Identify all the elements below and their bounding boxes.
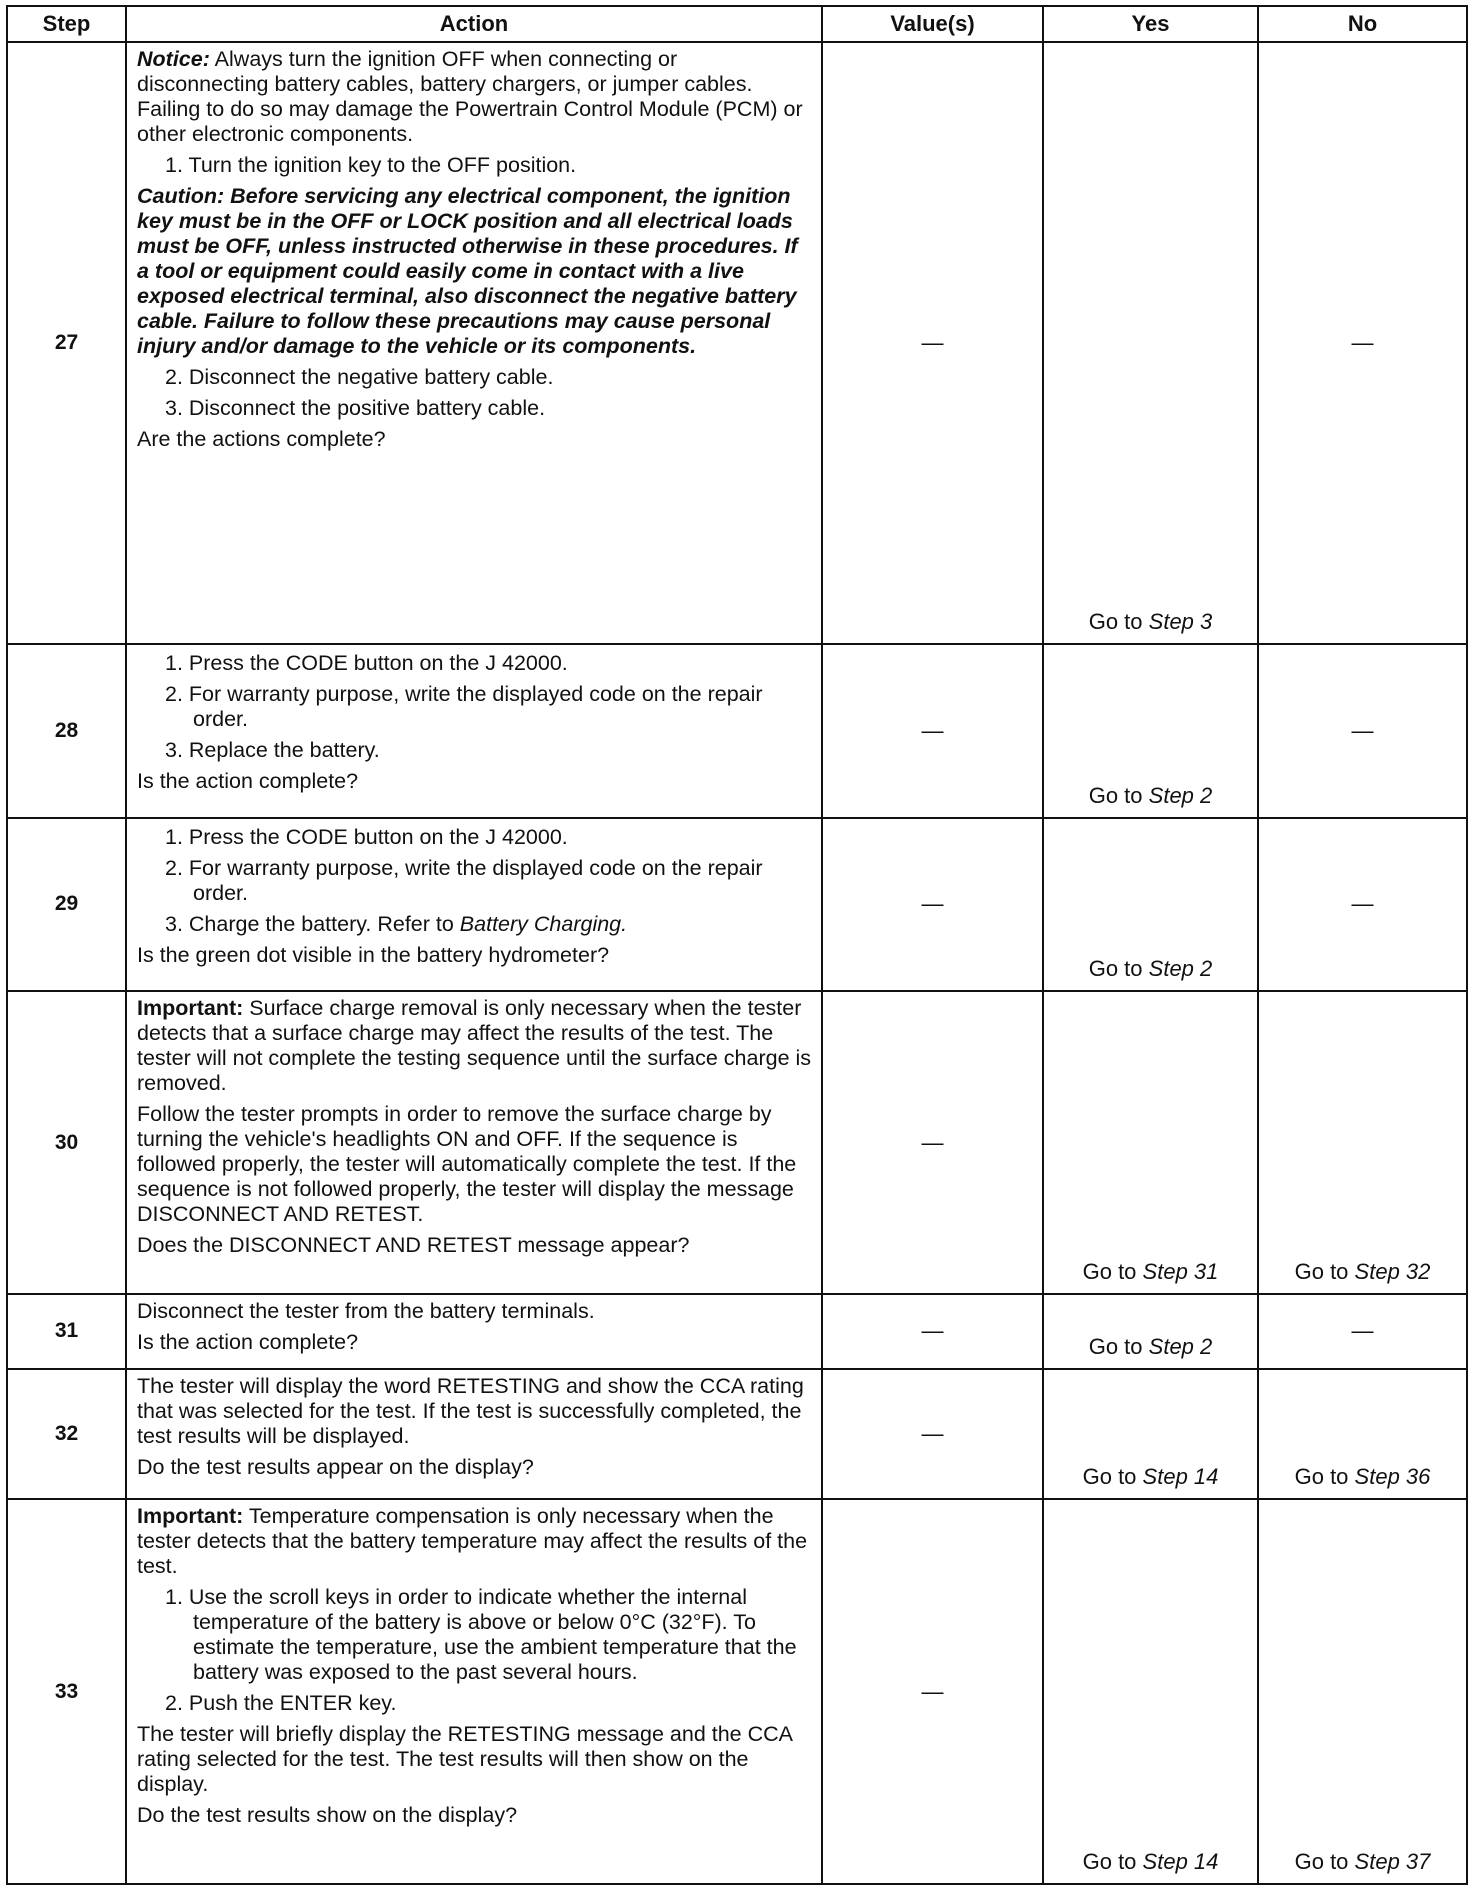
action-text: The tester will display the word RETESTING and show the CCA rating that was selected for the test. If the test is successfully completed, the test results will be displayed.: [137, 1374, 804, 1449]
header-step: Step: [7, 6, 126, 42]
question: Is the action complete?: [137, 769, 359, 794]
action-text: Disconnect the tester from the battery terminals.: [137, 1298, 595, 1323]
no-cell: Go to Step 36: [1258, 1369, 1467, 1499]
list-item: 2. Disconnect the negative battery cable.: [165, 365, 554, 389]
goto-step-link[interactable]: Step 2: [1148, 782, 1213, 808]
goto-step-link[interactable]: Step 3: [1148, 609, 1213, 635]
table-row: [7, 991, 1467, 1294]
table-row: [7, 1369, 1467, 1499]
action-list: [137, 1585, 813, 1716]
goto-step-link[interactable]: Step 36: [1354, 1464, 1431, 1490]
value-cell: —: [822, 1294, 1043, 1369]
no-cell: —: [1258, 818, 1467, 991]
yes-cell: Go to Step 14: [1043, 1499, 1258, 1884]
step-number: 32: [7, 1369, 126, 1499]
list-item: 3. Replace the battery.: [165, 738, 380, 763]
no-cell: Go to Step 32: [1258, 991, 1467, 1294]
question: Does the DISCONNECT AND RETEST message appear?: [137, 1233, 690, 1258]
value-cell: —: [822, 991, 1043, 1294]
header-yes: Yes: [1043, 6, 1258, 42]
caution: Caution: Before servicing any electrical component, the ignition key must be in the OFF or LOCK position and all electrical loads must be OFF, unless instructed otherwise in these procedures. If a tool or equipment could easily come in contact with a live exposed electrical terminal, also disconnect the negative battery cable. Failure to follow these precautions may cause personal injury and/or damage to the vehicle or its components.: [137, 184, 798, 358]
goto-step-link[interactable]: Step 14: [1142, 1464, 1219, 1490]
action-text: The tester will briefly display the RETESTING message and the CCA rating selected for the test. The test results will then show on the display.: [137, 1722, 792, 1797]
value-cell: —: [822, 42, 1043, 644]
table-row: [7, 818, 1467, 991]
no-cell: —: [1258, 644, 1467, 817]
goto-step-link[interactable]: Step 31: [1142, 1258, 1219, 1284]
action-cell: [126, 644, 822, 817]
yes-cell: Go to Step 14: [1043, 1369, 1258, 1499]
question: Do the test results appear on the display?: [137, 1455, 534, 1480]
no-cell: —: [1258, 1294, 1467, 1369]
action-cell: [126, 1294, 822, 1369]
diagnostic-table: [6, 5, 1468, 1885]
step-number: 31: [7, 1294, 126, 1369]
yes-cell: Go to Step 2: [1043, 818, 1258, 991]
action-list: [137, 825, 813, 937]
step-number: 28: [7, 644, 126, 817]
yes-cell: Go to Step 3: [1043, 42, 1258, 644]
action-list: [137, 153, 813, 178]
table-header-row: [7, 6, 1467, 42]
notice: Notice: Always turn the ignition OFF when connecting or disconnecting battery cables, battery chargers, or jumper cables. Failing to do so may damage the Powertrain Control Module (PCM) or other electronic components.: [137, 47, 803, 146]
important-note: Important: Surface charge removal is only necessary when the tester detects that a surface charge may affect the results of the test. The tester will not complete the testing sequence until the surface charge is removed.: [137, 996, 812, 1096]
question: Do the test results show on the display?: [137, 1803, 518, 1828]
no-cell: Go to Step 37: [1258, 1499, 1467, 1884]
goto-step-link[interactable]: Step 14: [1142, 1849, 1219, 1874]
list-item: 2. Push the ENTER key.: [165, 1691, 397, 1716]
list-item: 1. Press the CODE button on the J 42000.: [165, 651, 568, 676]
step-number: 29: [7, 818, 126, 991]
yes-cell: Go to Step 2: [1043, 644, 1258, 817]
battery-charging-reference[interactable]: Battery Charging.: [459, 911, 628, 936]
list-item: 2. For warranty purpose, write the displayed code on the repair order.: [165, 682, 763, 732]
list-item: 2. For warranty purpose, write the displayed code on the repair order.: [165, 855, 763, 905]
question: Are the actions complete?: [137, 427, 386, 451]
yes-cell: Go to Step 2: [1043, 1294, 1258, 1369]
goto-step-link[interactable]: Step 32: [1354, 1258, 1431, 1284]
action-cell: [126, 42, 822, 644]
table-row: [7, 1499, 1467, 1884]
step-number: 33: [7, 1499, 126, 1884]
list-item: 1. Turn the ignition key to the OFF position.: [165, 153, 577, 177]
action-text: Follow the tester prompts in order to remove the surface charge by turning the vehicle's headlights ON and OFF. If the sequence is followed properly, the tester will automatically complete the test. If the sequence is not followed properly, the tester will display the message DISCONNECT AND RETEST.: [137, 1102, 797, 1227]
action-cell: [126, 818, 822, 991]
question: Is the green dot visible in the battery hydrometer?: [137, 942, 610, 967]
list-item: 1. Press the CODE button on the J 42000.: [165, 824, 568, 849]
important-note: Important: Temperature compensation is only necessary when the tester detects that the battery temperature may affect the results of the test.: [137, 1504, 808, 1579]
no-cell: —: [1258, 42, 1467, 644]
table-row: [7, 42, 1467, 644]
value-cell: —: [822, 644, 1043, 817]
table-row: [7, 644, 1467, 817]
goto-step-link[interactable]: Step 2: [1148, 1334, 1213, 1360]
value-cell: —: [822, 1369, 1043, 1499]
goto-step-link[interactable]: Step 2: [1148, 956, 1213, 982]
goto-step-link[interactable]: Step 37: [1354, 1849, 1431, 1874]
action-cell: [126, 1369, 822, 1499]
value-cell: —: [822, 818, 1043, 991]
value-cell: —: [822, 1499, 1043, 1884]
action-list: [137, 365, 813, 421]
action-list: [137, 651, 813, 763]
yes-cell: Go to Step 31: [1043, 991, 1258, 1294]
header-action: Action: [126, 6, 822, 42]
step-number: 27: [7, 42, 126, 644]
header-values: Value(s): [822, 6, 1043, 42]
question: Is the action complete?: [137, 1329, 359, 1354]
header-no: No: [1258, 6, 1467, 42]
step-number: 30: [7, 991, 126, 1294]
list-item: 1. Use the scroll keys in order to indicate whether the internal temperature of the battery is above or below 0°C (32°F). To estimate the temperature, use the ambient temperature that the battery was exposed to the past several hours.: [165, 1585, 797, 1685]
action-cell: [126, 1499, 822, 1884]
action-cell: [126, 991, 822, 1294]
list-item: 3. Charge the battery. Refer to Battery Charging.: [165, 911, 628, 936]
list-item: 3. Disconnect the positive battery cable.: [165, 396, 546, 420]
table-row: [7, 1294, 1467, 1369]
